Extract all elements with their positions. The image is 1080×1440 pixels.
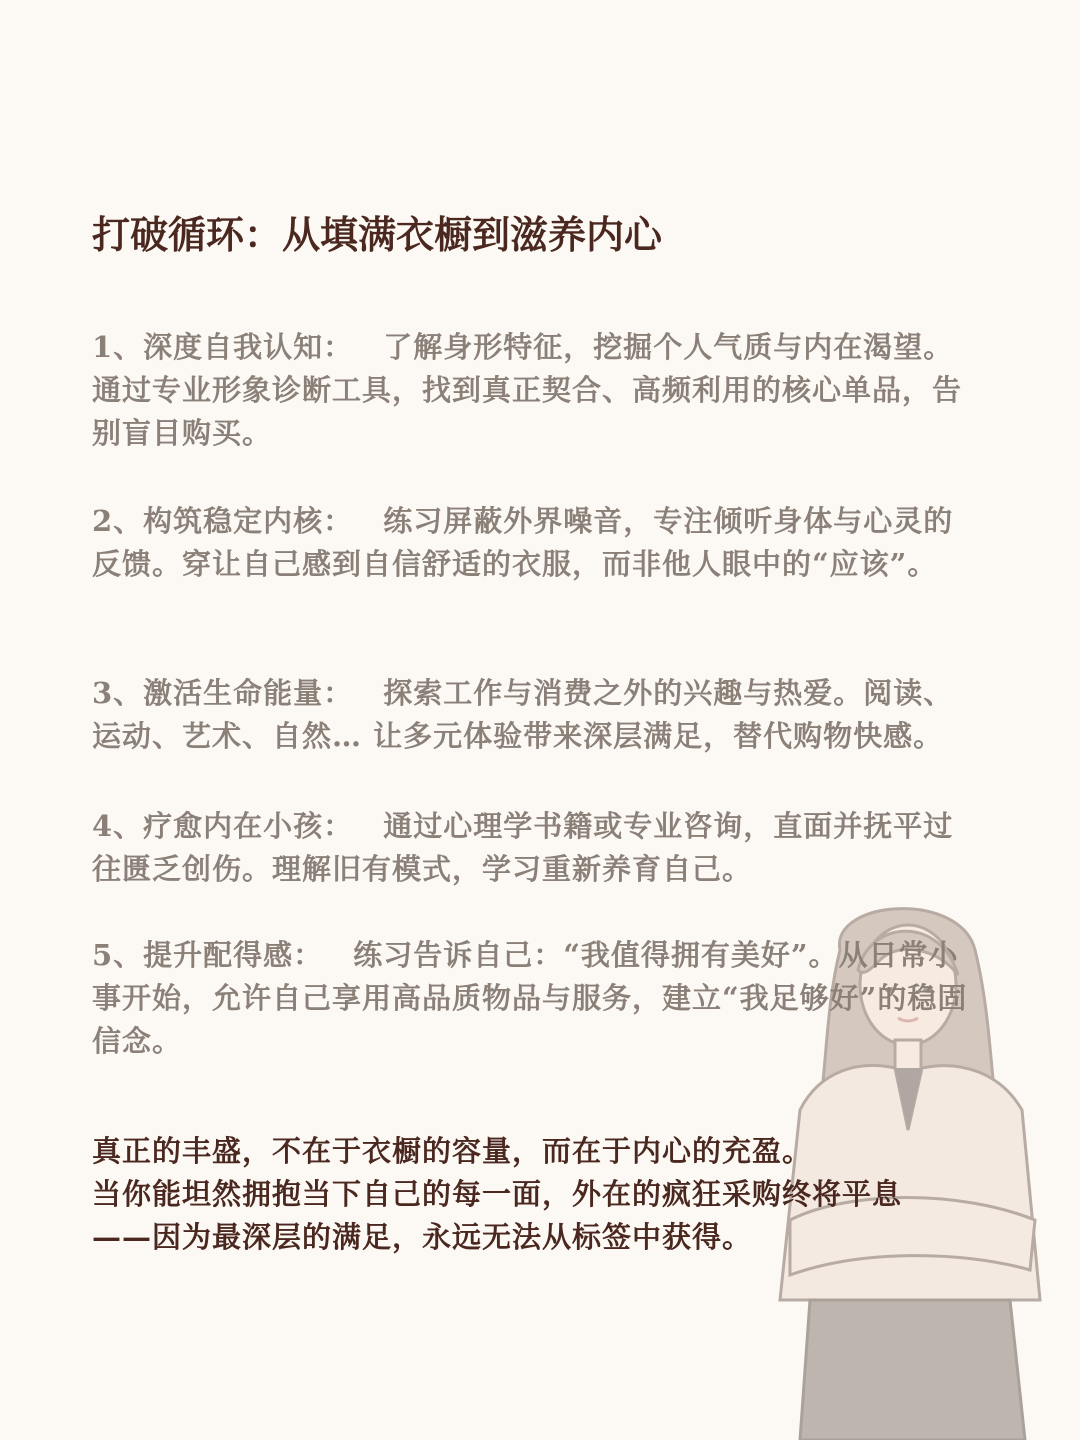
item-heading: 5、提升配得感： (92, 938, 324, 972)
list-item (92, 934, 982, 1063)
closing-paragraph (92, 1130, 992, 1259)
item-heading: 3、激活生命能量： (92, 676, 354, 710)
item-body: 练习屏蔽外界噪音，专注倾听身体与心灵的反馈。穿让自己感到自信舒适的衣服，而非他人眼中的“应该”。 (92, 504, 954, 581)
list-item (92, 672, 982, 758)
page-title: 打破循环：从填满衣橱到滋养内心 (92, 213, 663, 257)
list-item (92, 326, 982, 455)
list-item (92, 500, 982, 586)
closing-line: 真正的丰盛，不在于衣橱的容量，而在于内心的充盈。 (92, 1134, 813, 1168)
item-body: 了解身形特征，挖掘个人气质与内在渴望。通过专业形象诊断工具，找到真正契合、高频利用的核心单品，告别盲目购买。 (92, 330, 963, 450)
list-item (92, 805, 982, 891)
item-heading: 1、深度自我认知： (92, 330, 354, 364)
item-heading: 4、疗愈内在小孩： (92, 809, 354, 843)
item-body: 通过心理学书籍或专业咨询，直面并抚平过往匮乏创伤。理解旧有模式，学习重新养育自己。 (92, 809, 954, 886)
item-heading: 2、构筑稳定内核： (92, 504, 354, 538)
item-body: 练习告诉自己：“我值得拥有美好”。从日常小事开始，允许自己享用高品质物品与服务，建立“我足够好”的稳固信念。 (92, 938, 968, 1058)
item-body: 探索工作与消费之外的兴趣与热爱。阅读、运动、艺术、自然… 让多元体验带来深层满足，替代购物快感。 (92, 676, 954, 753)
closing-line: 当你能坦然拥抱当下自己的每一面，外在的疯狂采购终将平息 (92, 1177, 903, 1211)
closing-line: ——因为最深层的满足，永远无法从标签中获得。 (92, 1220, 753, 1254)
